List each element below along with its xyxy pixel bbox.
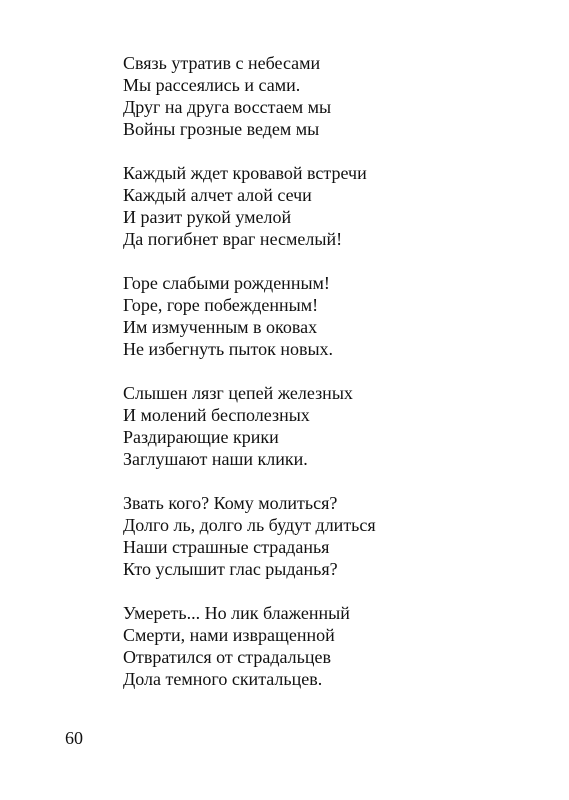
poem-line: Раздирающие крики — [123, 427, 279, 447]
poem-line: Горе, горе побежденным! — [123, 295, 319, 315]
poem-line: Дола темного скитальцев. — [123, 669, 323, 689]
poem-line: И молений бесполезных — [123, 405, 310, 425]
stanza — [123, 602, 543, 690]
poem-line: И разит рукой умелой — [123, 207, 292, 227]
poem-line: Отвратился от страдальцев — [123, 647, 331, 667]
stanza — [123, 492, 543, 580]
page-number: 60 — [65, 728, 83, 748]
poem-text — [123, 52, 543, 712]
poem-line: Слышен лязг цепей железных — [123, 383, 353, 403]
poem-line: Мы рассеялись и сами. — [123, 75, 301, 95]
poem-line: Связь утратив с небесами — [123, 53, 321, 73]
poem-line: Смерти, нами извращенной — [123, 625, 335, 645]
poem-line: Не избегнуть пыток новых. — [123, 339, 334, 359]
poem-line: Кто услышит глас рыданья? — [123, 559, 338, 579]
stanza — [123, 162, 543, 250]
poem-line: Друг на друга восстаем мы — [123, 97, 332, 117]
stanza — [123, 272, 543, 360]
poem-line: Каждый алчет алой сечи — [123, 185, 312, 205]
poem-line: Каждый ждет кровавой встречи — [123, 163, 367, 183]
poem-line: Горе слабыми рожденным! — [123, 273, 330, 293]
poem-line: Заглушают наши клики. — [123, 449, 308, 469]
poem-line: Умереть... Но лик блаженный — [123, 603, 350, 623]
poem-line: Да погибнет враг несмелый! — [123, 229, 343, 249]
poem-line: Им измученным в оковах — [123, 317, 318, 337]
poem-line: Войны грозные ведем мы — [123, 119, 320, 139]
stanza — [123, 52, 543, 140]
poem-line: Звать кого? Кому молиться? — [123, 493, 338, 513]
poem-line: Долго ль, долго ль будут длиться — [123, 515, 376, 535]
stanza — [123, 382, 543, 470]
poem-line: Наши страшные страданья — [123, 537, 330, 557]
